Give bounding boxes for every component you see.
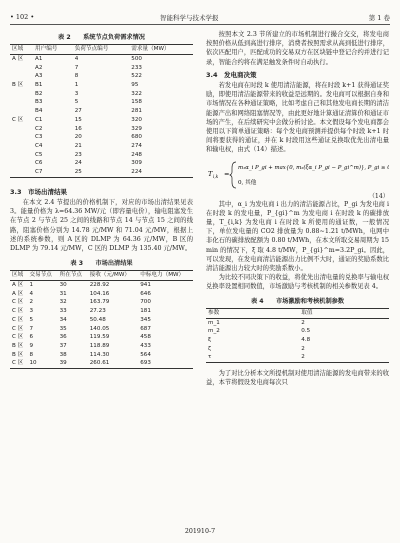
- table3-cell: 433: [140, 343, 151, 349]
- table2-cell: 8: [74, 73, 79, 80]
- table4-header-cell: 参数: [206, 308, 299, 318]
- table4-row: [206, 327, 389, 336]
- right-column: [206, 30, 389, 388]
- table2-cell: C5: [35, 151, 43, 158]
- table2-cell: 274: [131, 142, 142, 149]
- table2-cell: B2: [35, 90, 43, 97]
- table3-cell: 7: [29, 325, 34, 332]
- table2-header-cell: 用户编号: [33, 45, 73, 55]
- table2-cell: 5: [74, 99, 79, 106]
- table3-cell: 181: [140, 308, 151, 315]
- table3-cell: 10: [27, 359, 57, 368]
- table2-cell: [10, 151, 33, 160]
- table3-cell: 1: [29, 282, 34, 289]
- table2-cell: [10, 168, 33, 177]
- table2-cell: A 区: [12, 55, 24, 62]
- table2-cell: [10, 90, 33, 99]
- table4-cell: 2: [299, 353, 389, 362]
- table2-cell: 3: [74, 90, 79, 97]
- equation-14: [206, 158, 389, 200]
- table2-cell: B 区: [12, 82, 24, 89]
- table2-row: [10, 168, 193, 177]
- table2-cell: C6: [35, 160, 43, 167]
- table3-cell: 6: [29, 334, 34, 341]
- table3-header-cell: 区域: [10, 271, 27, 281]
- equation-14-number: （14）: [368, 192, 389, 200]
- table3-cell: 163.79: [89, 299, 110, 306]
- table2-cell: [10, 159, 33, 168]
- table2-cell: [10, 72, 33, 81]
- table3-cell: 118.89: [89, 343, 110, 349]
- table3-cell: 260.61: [88, 359, 139, 368]
- table2-row: [10, 98, 193, 107]
- table2-cell: 25: [73, 168, 130, 177]
- table2-cell: C2: [35, 125, 43, 132]
- table2-row: [10, 142, 193, 151]
- table3-cell: 50.48: [89, 316, 106, 323]
- table3-cell: 4: [29, 290, 34, 297]
- table2-header-cell: 负荷节点编号: [73, 45, 130, 55]
- table3-cell: 38: [59, 351, 67, 358]
- page-footer: 201910-7: [184, 528, 216, 535]
- table3-cell: 646: [140, 290, 151, 297]
- table2-cell: 320: [131, 116, 142, 123]
- table4-cell: 2: [301, 319, 305, 326]
- table4-cell: τ: [206, 353, 299, 362]
- table3-cell: C 区: [12, 316, 24, 323]
- table2-cell: B1: [35, 82, 43, 89]
- table3-cell: B 区: [12, 351, 24, 358]
- table2-cell: 21: [74, 142, 82, 149]
- table2-cell: C3: [35, 134, 43, 141]
- page-number: • 102 •: [10, 13, 35, 21]
- table2-cell: 27: [74, 108, 82, 115]
- table3-cell: C 区: [10, 359, 27, 368]
- table3-cell: 2: [29, 299, 34, 306]
- table2-cell: 7: [74, 64, 79, 71]
- table3-row: [10, 359, 193, 368]
- table3-cell: 700: [140, 299, 151, 306]
- table2-cell: C7: [33, 168, 73, 177]
- table2-header-cell: 需求量（MW）: [129, 45, 193, 55]
- table2-title: 表 2 系统节点负荷需求情况: [58, 34, 145, 41]
- table2-row: [10, 54, 193, 63]
- table3-cell: 114.30: [89, 351, 110, 358]
- table2-cell: C4: [35, 142, 43, 149]
- journal-name: 智能科学与技术学报: [160, 14, 219, 22]
- table4-header-cell: 取值: [299, 308, 389, 318]
- table4-title: 表 4 市场激励和考核机制参数: [250, 297, 345, 305]
- table2-cell: 322: [131, 90, 142, 97]
- table3-cell: 30: [59, 282, 67, 289]
- table3-cell: B 区: [12, 343, 24, 349]
- table2-cell: B4: [35, 108, 43, 115]
- table3-title: 表 3 市场出清结果: [70, 260, 133, 268]
- table2-row: [10, 151, 193, 160]
- svg-text:i,k: i,k: [213, 173, 219, 179]
- table3-cell: 687: [140, 325, 151, 332]
- equation-14-formula: [206, 158, 389, 190]
- table2-cell: [10, 142, 33, 151]
- table2-cell: 16: [74, 125, 82, 132]
- table3-cell: C 区: [12, 308, 24, 315]
- table3-row: [10, 290, 193, 299]
- table2-cell: 309: [131, 160, 142, 167]
- table4-row: [206, 318, 389, 327]
- table2-cell: 224: [129, 168, 193, 177]
- table2-row: [10, 125, 193, 134]
- table2-cell: 248: [131, 151, 142, 158]
- table3-header-cell: 接收（元/MW）: [88, 271, 139, 281]
- table3-cell: 104.16: [89, 290, 110, 297]
- table4-cell: 2: [301, 345, 305, 352]
- table3-cell: 119.59: [89, 334, 110, 341]
- table3-cell: C 区: [12, 299, 24, 306]
- table3-cell: 8: [29, 351, 34, 358]
- table4-row: [206, 336, 389, 345]
- section-3-3-heading: 3.3 市场出清结果: [10, 187, 68, 196]
- table2-cell: B3: [35, 99, 43, 106]
- equation-explanation: 其中，α_i 为发电商 i 出力的清洁能源占比，P_gi 为发电商 i 在时段 k 的发电量，P_{gi}^m 为发电商 i 在时段 k 的碳排放量，T_{i,k} 为发电商 i 在时段 k 所使用的通证数，一般情况下，单位发电量的 CO2 排放量为 0.88~1.21 t/MWh，电网中非化石的碳排放配额为 0.80 t/MWh，在本文所取交易周期为 15 min 的情况下，ξ 取 4.8 t/MW，P_{gi}^m=3.2P_gi。因此，可以发现，在发电商清洁能源出力比例不大时，通证的奖励系数比清洁能源出力较大时的奖励系数小。: [206, 200, 389, 273]
- table3-row: [10, 325, 193, 334]
- table3-cell: 27.23: [89, 308, 106, 315]
- table2: [10, 44, 193, 178]
- table3-cell: 5: [29, 316, 34, 323]
- left-column: [10, 30, 193, 369]
- table4-cell: 0.5: [301, 328, 311, 335]
- table2-cell: 522: [131, 73, 142, 80]
- table2-cell: 1: [74, 82, 79, 89]
- table3-row: [10, 316, 193, 325]
- table3-row: [10, 281, 193, 290]
- svg-text:m₁α_i P_gi + max{0, m₂(ξα_i P_: m₁α_i P_gi + max{0, m₂(ξα_i P_gi − P_gi^m)}, P_gi ≥ 0: [238, 164, 389, 171]
- table4-cell: m_2: [208, 328, 220, 335]
- table3-cell: C 区: [12, 325, 24, 332]
- table2-row: [10, 116, 193, 125]
- table3-cell: 35: [59, 325, 67, 332]
- table3-cell: A 区: [12, 282, 24, 289]
- table4: [206, 308, 389, 363]
- table2-cell: 20: [74, 134, 82, 141]
- table3-cell: 33: [59, 308, 67, 315]
- table2-cell: 15: [74, 116, 82, 123]
- paragraph-intro: 按照本文 2.3 节所建立的市场机制进行撮合交交，将发电商按照价格从低到高进行排序，消费者按照需求从高到低进行排序，依次匹配用户，匹配成功的交易双方在区块链中登记合约并进行记录，智能合约将在满足触发条件时自动执行。: [206, 31, 389, 66]
- table3-cell: 941: [140, 282, 151, 289]
- closing-paragraph: 为了对比分析本文所提机制对使用清洁能源的发电商带来的收益，本节将假设发电商每次只: [206, 370, 389, 387]
- table3-cell: 9: [29, 343, 34, 349]
- table3-cell: 3: [29, 308, 34, 315]
- table2-row: [10, 133, 193, 142]
- table2-row: [10, 81, 193, 90]
- section-3-4-paragraph: 若发电商在时段 k 使用清洁能源，将在时段 k+1 获得通证奖励，即使用清洁能源带来的收益是远期的。发电商可以根据自身和市场情况在各种通证策略，比如考虑自己和其他发电商长期的清洁能源产出和网络阻塞情况等，由此更好地计算通证清算价和通证市场的产生，在后续研究中会做分析讨论。本文假设每个发电商都会使用以下简单通证策略：每个发电商预测并提供每个时段 k+1 时间将要获得的通证，并在 k 时段用这些通证兑换取优先出清电量和输电权，由式（14）描述。: [206, 82, 389, 154]
- table2-cell: 329: [131, 125, 142, 132]
- table2-row: [10, 64, 193, 73]
- table3-cell: C 区: [12, 334, 24, 341]
- svg-text:T: T: [208, 169, 213, 178]
- table3-cell: 564: [140, 351, 151, 358]
- table3-row: [10, 333, 193, 342]
- table2-cell: C 区: [12, 116, 24, 123]
- table2-cell: 281: [131, 108, 142, 115]
- section-3-4-heading: 3.4 发电商决策: [206, 70, 257, 79]
- table3-header-cell: 所在节点: [58, 271, 88, 281]
- svg-text:=: =: [224, 169, 230, 178]
- table2-cell: [10, 64, 33, 73]
- table3: [10, 270, 193, 369]
- table4-cell: 4.8: [301, 336, 311, 343]
- table3-row: [10, 307, 193, 316]
- table2-row: [10, 72, 193, 81]
- table2-cell: C1: [35, 116, 43, 123]
- table2-row: [10, 107, 193, 116]
- table2-cell: 24: [74, 160, 82, 167]
- table4-cell: ξ: [208, 336, 212, 343]
- table2-cell: [10, 125, 33, 134]
- table3-cell: 140.05: [89, 325, 110, 332]
- table3-cell: 228.92: [89, 282, 110, 289]
- table2-cell: 95: [131, 82, 139, 89]
- running-header: [10, 12, 390, 25]
- section-3-3-paragraph: 在本文 2.4 节提出的价格机制下，对应的市场出清结果见表 3。能量价格为 λ=64.36 MW/元（即容量电价），输电阻塞发生在节点 2 与节点 25 之间的线路和节点 14 与节点 15 之间的线路，阻塞价格分别为 14.78 元/MW 和 71.04 元/MW，根据上述的系统参数，则 A 区的 DLMP 为 64.36 元/MW，B 区的 DLMP 为 79.14 元/MW，C 区的 DLMP 为 135.40 元/MW。: [10, 198, 193, 252]
- table2-row: [10, 90, 193, 99]
- table3-row: [10, 342, 193, 351]
- table3-row: [10, 298, 193, 307]
- table2-cell: A3: [35, 73, 43, 80]
- table2-cell: [10, 133, 33, 142]
- table3-cell: 31: [59, 290, 67, 297]
- table3-cell: 458: [140, 334, 151, 341]
- table3-cell: 39: [58, 359, 88, 368]
- table3-cell: 345: [140, 316, 151, 323]
- volume-label: 第 1 卷: [368, 14, 390, 22]
- table4-row: [206, 345, 389, 354]
- table2-cell: A2: [35, 64, 43, 71]
- table4-row: [206, 353, 389, 362]
- table3-cell: 32: [59, 299, 67, 306]
- table3-header-cell: 中标电力（MW）: [138, 271, 193, 281]
- table3-cell: 34: [59, 316, 67, 323]
- table2-header-cell: 区域: [10, 45, 33, 55]
- table2-cell: A1: [35, 55, 43, 62]
- table3-cell: 693: [138, 359, 193, 368]
- table4-cell: ζ: [208, 345, 212, 352]
- table3-cell: 36: [59, 334, 67, 341]
- table2-cell: 4: [74, 55, 79, 62]
- table2-row: [10, 159, 193, 168]
- table3-cell: 37: [59, 343, 67, 349]
- table3-row: [10, 351, 193, 360]
- table2-cell: 23: [74, 151, 82, 158]
- table2-cell: 233: [131, 64, 142, 71]
- svg-text:0, 其他: 0, 其他: [238, 179, 257, 186]
- table4-cell: m_1: [208, 319, 220, 326]
- table2-cell: 680: [131, 134, 142, 141]
- table3-header-cell: 交易节点: [27, 271, 57, 281]
- parameter-paragraph: 为比较不同决策下的收益，将优先出清电量的兑换率与输电权兑换率设置相同数值，市场激励与考核机制的相关参数见表 4。: [206, 274, 389, 291]
- table2-cell: 158: [131, 99, 142, 106]
- table3-cell: A 区: [12, 290, 24, 297]
- table2-cell: [10, 107, 33, 116]
- table2-cell: [10, 98, 33, 107]
- table2-cell: 500: [131, 55, 142, 62]
